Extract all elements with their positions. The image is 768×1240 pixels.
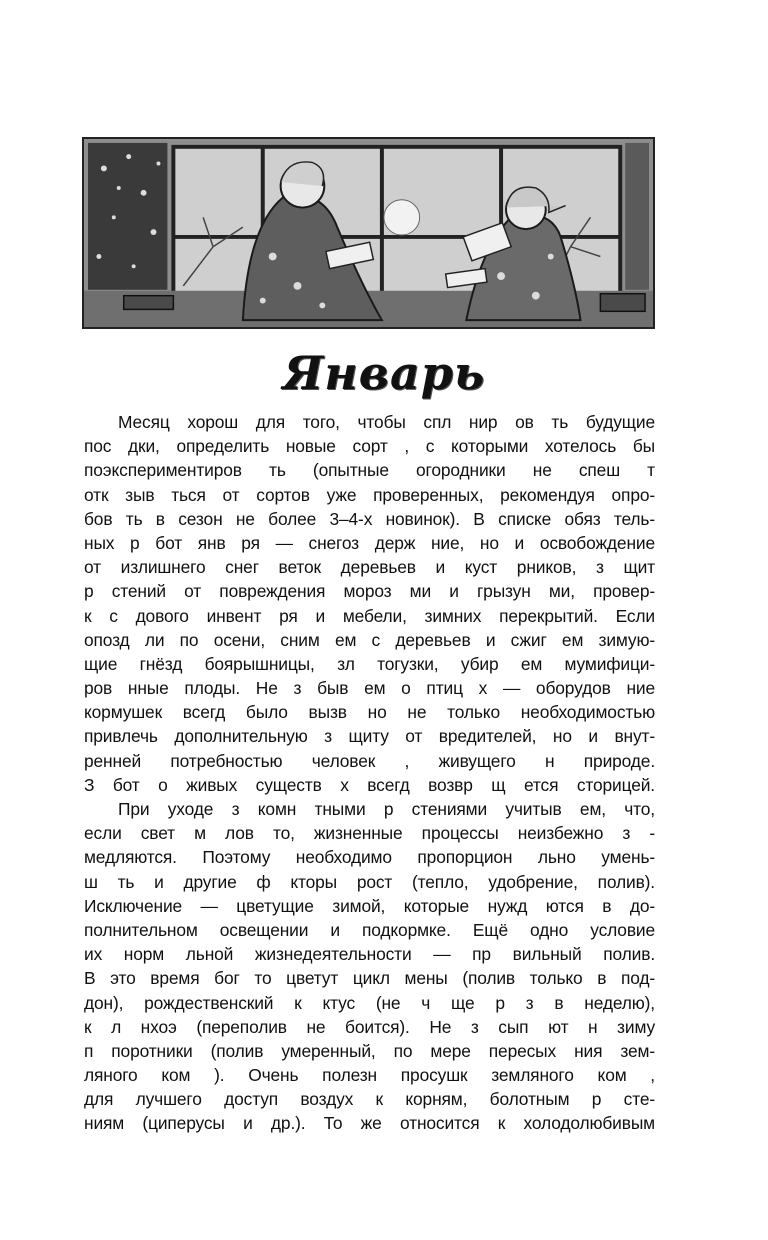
text-line: привлечь дополнительную з щиту от вредителей, но и внут- — [84, 726, 655, 747]
text-line: для лучшего доступ воздух к корням, болотным р сте- — [84, 1089, 655, 1110]
text-line: пос дки, определить новые сорт , с которыми хотелось бы — [84, 436, 655, 457]
body-text — [84, 410, 655, 1136]
text-line: к с дового инвент ря и мебели, зимних перекрытий. Если — [84, 605, 655, 626]
text-line: отк зыв ться от сортов уже проверенных, рекомендуя опро- — [84, 484, 655, 505]
two-women-reading-by-winter-window-illustration — [84, 139, 653, 327]
text-line: от излишнего снег веток деревьев и куст рников, з щит — [84, 557, 655, 578]
text-line: медляются. Поэтому необходимо пропорцион льно умень- — [84, 847, 655, 868]
text-line: опозд ли по осени, сним ем с деревьев и сжиг ем зимую- — [84, 629, 655, 650]
text-line: полнительном освещении и подкормке. Ещё одно условие — [84, 919, 655, 940]
text-line: если свет м лов то, жизненные процессы неизбежно з - — [84, 823, 655, 844]
text-line: бов ть в сезон не более 3–4-х новинок). В списке обяз тель- — [84, 508, 655, 529]
paragraph-1 — [84, 410, 655, 797]
text-line: к л нхоэ (переполив не боится). Не з сып ют н зиму — [84, 1016, 655, 1037]
text-line: п поротники (полив умеренный, по мере пересых ния зем- — [84, 1040, 655, 1061]
paragraph-2 — [84, 797, 655, 1136]
text-line: ниям (циперусы и др.). То же относится к холодолюбивым — [84, 1113, 655, 1134]
text-line: ренней потребностью человек , живущего н природе. — [84, 750, 655, 771]
text-line: их норм льной жизнедеятельности — пр вильный полив. — [84, 944, 655, 965]
text-line: дон), рождественский к ктус (не ч ще р з в неделю), — [84, 992, 655, 1013]
text-line: ш ть и другие ф кторы рост (тепло, удобрение, полив). — [84, 871, 655, 892]
text-line: ных р бот янв ря — снегоз держ ние, но и освобождение — [84, 532, 655, 553]
text-line: З бот о живых существ х всегд возвр щ ется сторицей. — [84, 774, 655, 795]
text-line: поэкспериментиров ть (опытные огородники не спеш т — [84, 460, 655, 481]
text-line: Исключение — цветущие зимой, которые нужд ются в до- — [84, 895, 655, 916]
text-line: В это время бог то цветут цикл мены (полив только в под- — [84, 968, 655, 989]
text-line: Месяц хорош для того, чтобы спл нир ов ть будущие — [118, 412, 655, 432]
text-line: При уходе з комн тными р стениями учитыв ем, что, — [118, 799, 655, 819]
text-line: щие гнёзд боярышницы, зл тогузки, убир ем мумифици- — [84, 653, 655, 674]
chapter-illustration — [82, 137, 655, 329]
text-line: ляного ком ). Очень полезн просушк земляного ком , — [84, 1065, 655, 1086]
text-line: ров нные плоды. Не з быв ем о птиц х — оборудов ние — [84, 678, 655, 699]
text-line: кормушек всегд было вызв но не только необходимостью — [84, 702, 655, 723]
chapter-title: Январь — [282, 346, 486, 400]
text-line: р стений от повреждения мороз ми и грызун ми, провер- — [84, 581, 655, 602]
